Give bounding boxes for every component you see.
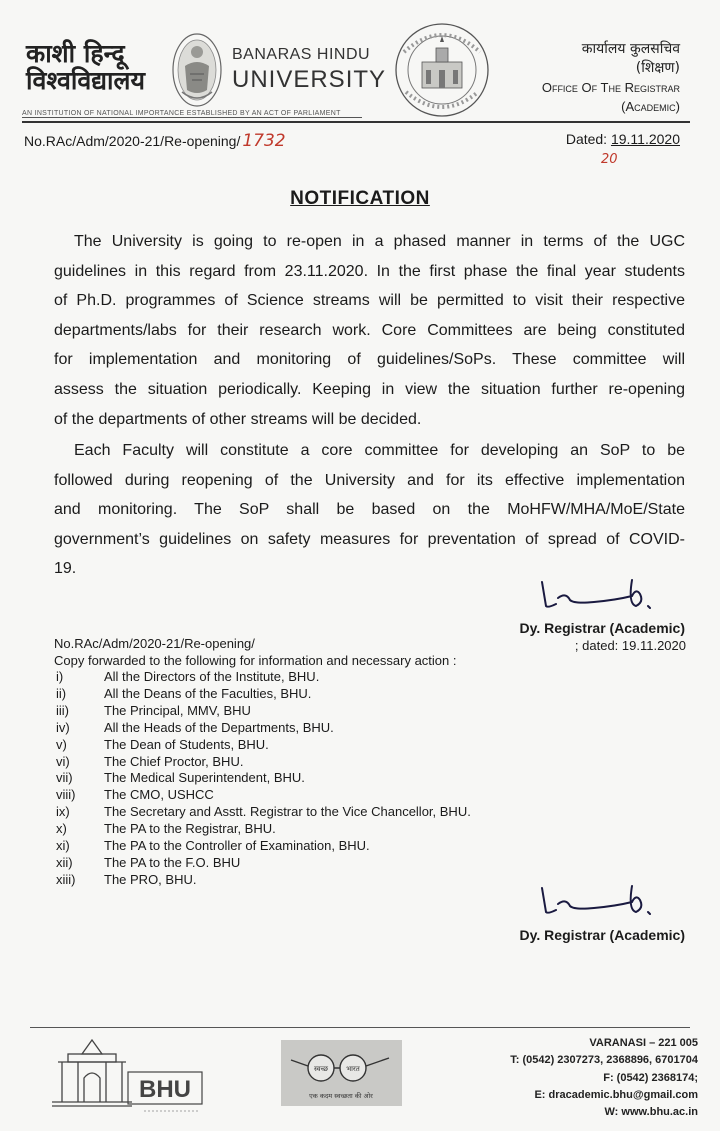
recipient-item <box>54 754 471 771</box>
recipient-item <box>54 669 471 686</box>
recipient-text: The PA to the Registrar, BHU. <box>104 821 276 837</box>
recipient-number: xi) <box>56 838 70 854</box>
copy-signatory-designation: Dy. Registrar (Academic) <box>519 927 685 943</box>
notification-title: NOTIFICATION <box>290 188 430 209</box>
paragraph1-line: guidelines in this regard from 23.11.2020. In the first phase the final year students <box>54 262 685 280</box>
recipient-number: ii) <box>56 685 67 701</box>
contact-details <box>510 1035 698 1121</box>
signatory-designation: Dy. Registrar (Academic) <box>519 620 685 636</box>
swachh-left-text: स्वच्छ <box>313 1065 329 1073</box>
recipient-number: viii) <box>56 787 76 803</box>
recipient-number: iv) <box>56 719 70 735</box>
recipient-text: All the Deans of the Faculties, BHU. <box>104 685 312 701</box>
reference-number-text: No.RAc/Adm/2020-21/Re-opening/ <box>24 133 241 149</box>
recipient-number: iii) <box>56 702 69 718</box>
swachh-tagline: एक कदम स्वच्छता की ओर <box>309 1092 373 1100</box>
contact-telephone: T: (0542) 2307273, 2368896, 6701704 <box>510 1054 698 1067</box>
university-english-name <box>232 46 386 94</box>
header-divider-thick <box>22 121 690 123</box>
recipient-number: v) <box>56 736 67 752</box>
recipient-number: xiii) <box>56 871 76 887</box>
recipient-item <box>54 770 471 787</box>
recipient-item <box>54 804 471 821</box>
recipient-text: The Secretary and Asstt. Registrar to the Vice Chancellor, BHU. <box>104 804 471 820</box>
copy-forwarded-text: Copy forwarded to the following for information and necessary action : <box>54 653 457 668</box>
recipient-item <box>54 703 471 720</box>
recipient-text: All the Directors of the Institute, BHU. <box>104 669 320 684</box>
recipient-item <box>54 720 471 737</box>
paragraph2-line: Each Faculty will constitute a core committee for developing an SoP to be <box>74 442 685 459</box>
contact-fax: F: (0542) 2368174; <box>603 1071 698 1084</box>
recipient-text: The Dean of Students, BHU. <box>104 736 269 752</box>
swachh-right-text: भारत <box>346 1065 360 1073</box>
institution-tagline: AN INSTITUTION OF NATIONAL IMPORTANCE ESTABLISHED BY AN ACT OF PARLIAMENT <box>22 110 341 117</box>
office-hindi-line2: (शिक्षण) <box>635 60 680 76</box>
recipient-text: The Medical Superintendent, BHU. <box>104 770 305 786</box>
recipient-list <box>54 669 471 889</box>
recipient-text: The CMO, USHCC <box>104 787 214 803</box>
signature-icon <box>536 574 676 614</box>
handwritten-date: 20 <box>601 152 618 167</box>
office-of-registrar <box>542 40 680 116</box>
centenary-seal-icon <box>384 22 500 118</box>
recipient-item <box>54 838 471 855</box>
office-hindi-line1: कार्यालय कुलसचिव <box>581 41 680 57</box>
bhu-logo-text: BHU <box>139 1076 191 1103</box>
recipient-item <box>54 787 471 804</box>
recipient-text: The Chief Proctor, BHU. <box>104 753 244 769</box>
paragraph2-line: followed during reopening of the University and for its effective implementation <box>54 471 685 489</box>
header-divider-thin <box>22 117 362 118</box>
saraswati-crest-icon <box>170 30 224 114</box>
hindi-name-line1: काशी हिन्दू <box>26 39 125 68</box>
hindi-name-line2: विश्वविद्यालय <box>26 66 145 95</box>
recipient-item <box>54 821 471 838</box>
notification-paragraph-1 <box>54 227 685 434</box>
paragraph1-line: of Ph.D. programmes of Science streams will be permitted to visit their respective <box>54 292 685 310</box>
recipient-text: The PRO, BHU. <box>104 871 197 887</box>
recipient-text: The PA to the Controller of Examination, BHU. <box>104 838 370 854</box>
office-english-line2: (Academic) <box>621 99 680 114</box>
recipient-number: vii) <box>56 770 73 786</box>
recipient-number: xii) <box>56 854 73 870</box>
recipient-item <box>54 872 471 889</box>
recipient-item <box>54 855 471 872</box>
handwritten-reference-number: 1732 <box>242 131 286 151</box>
recipient-number: vi) <box>56 753 70 769</box>
contact-email: E: dracademic.bhu@gmail.com <box>534 1088 698 1101</box>
signature-icon <box>536 880 676 920</box>
english-name-line1: BANARAS HINDU <box>232 46 371 63</box>
contact-city: VARANASI – 221 005 <box>589 1037 698 1049</box>
dated-label: Dated: <box>565 131 611 147</box>
recipient-number: i) <box>56 669 64 684</box>
copy-reference-number: No.RAc/Adm/2020-21/Re-opening/ <box>54 636 255 651</box>
recipient-text: The Principal, MMV, BHU <box>104 702 251 718</box>
office-english-line1: Office Of The Registrar <box>541 80 680 95</box>
recipient-item <box>54 686 471 703</box>
university-hindi-name <box>26 40 145 94</box>
paragraph1-line: for implementation and monitoring of guidelines/SoPs. These committee will <box>54 351 685 369</box>
footer-divider <box>30 1027 690 1028</box>
notification-paragraph-2 <box>54 436 685 584</box>
paragraph2-line: 19. <box>54 560 77 578</box>
paragraph1-line: of the departments of other streams will be decided. <box>54 410 422 428</box>
recipient-number: ix) <box>56 804 70 820</box>
recipient-item <box>54 737 471 754</box>
english-name-line2: UNIVERSITY <box>232 66 387 93</box>
contact-website: W: www.bhu.ac.in <box>604 1106 698 1119</box>
paragraph1-line: departments/labs for their research work. Core Committees are being constituted <box>54 321 685 339</box>
reference-number <box>24 131 286 151</box>
swachh-bharat-spectacles-icon <box>281 1040 402 1106</box>
copy-dated: ; dated: 19.11.2020 <box>574 638 686 653</box>
recipient-text: The PA to the F.O. BHU <box>104 854 241 870</box>
bhu-building-logo-icon <box>48 1032 208 1114</box>
paragraph1-line: The University is going to re-open in a phased manner in terms of the UGC <box>74 233 685 250</box>
paragraph1-line: assess the situation periodically. Keeping in view the situation further re-opening <box>54 380 685 398</box>
dated-value: 19.11.2020 <box>610 131 680 147</box>
recipient-text: All the Heads of the Departments, BHU. <box>104 719 334 735</box>
paragraph2-line: government’s guidelines on safety measures for preventation of spread of COVID- <box>54 530 685 548</box>
dated-line <box>566 131 680 147</box>
paragraph2-line: and monitoring. The SoP shall be based on the MoHFW/MHA/MoE/State <box>54 501 685 519</box>
recipient-number: x) <box>56 821 67 837</box>
